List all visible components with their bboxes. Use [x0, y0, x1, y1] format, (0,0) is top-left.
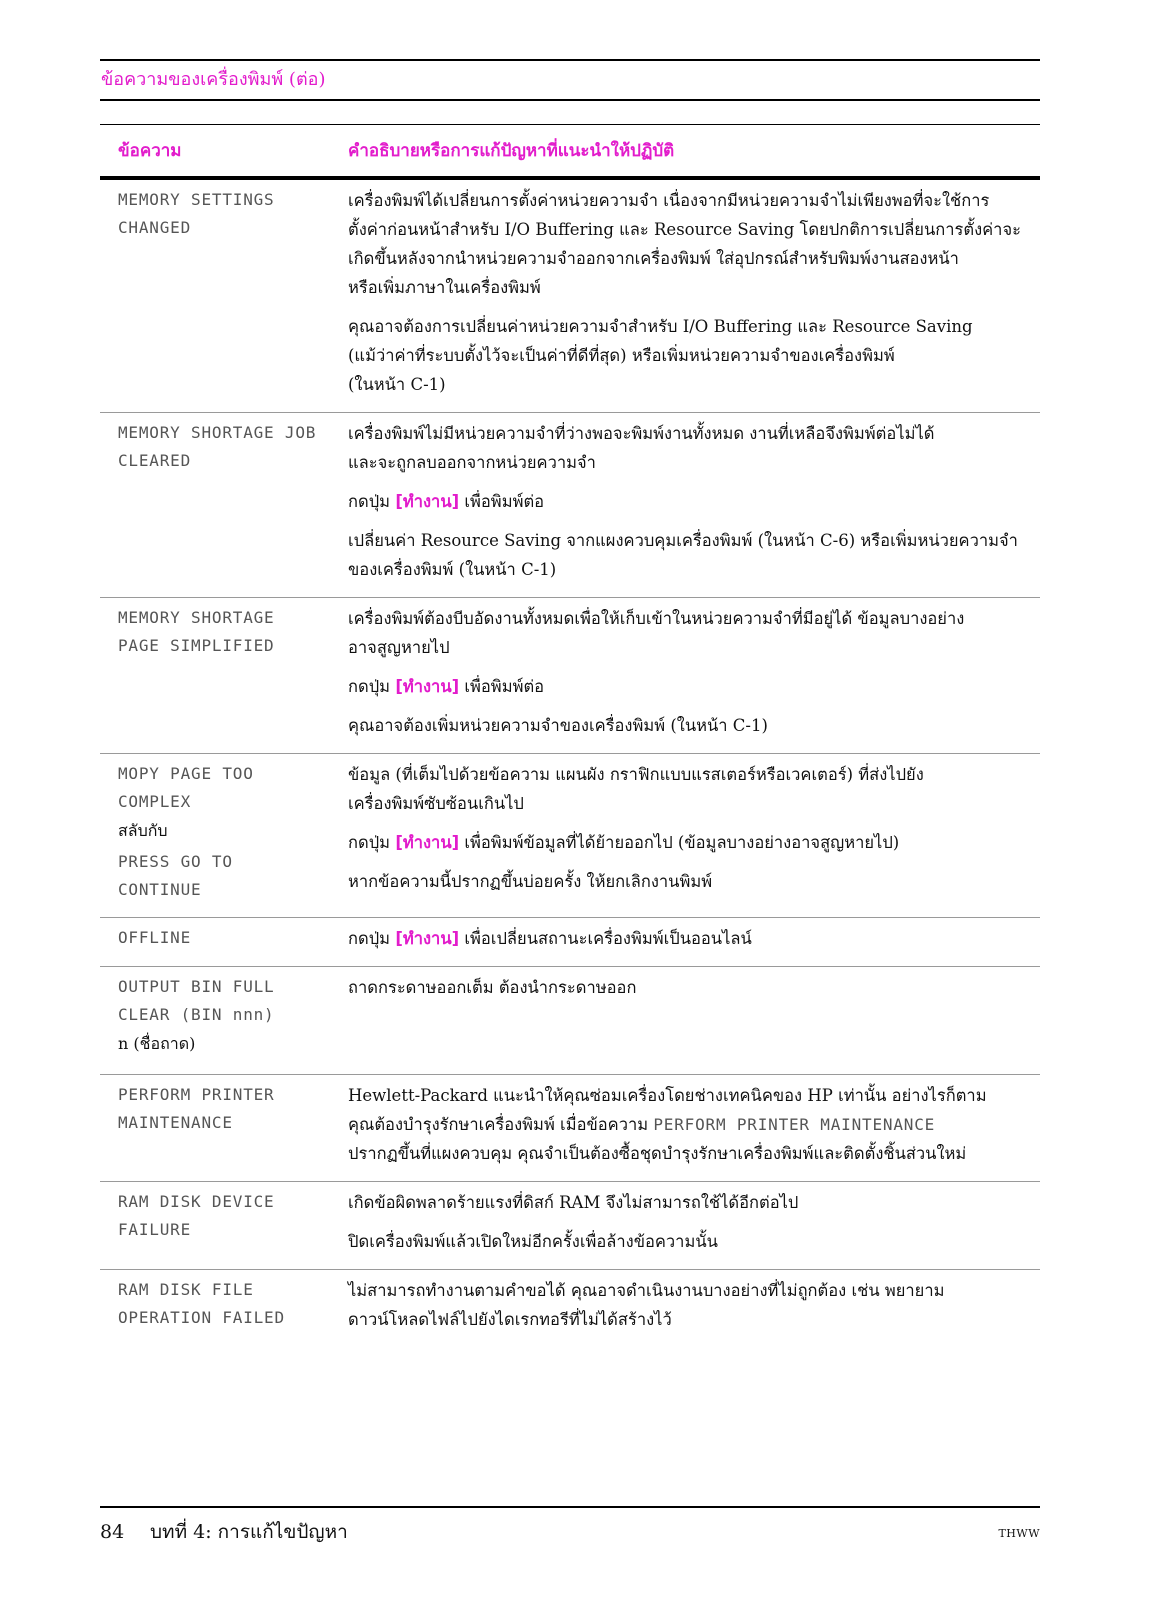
paragraph: [348, 973, 1040, 1002]
message-table: [100, 124, 1040, 1347]
message-description: [348, 1081, 1040, 1168]
paragraph: [348, 867, 1040, 896]
paragraph: [348, 312, 1040, 399]
message-line: CLEAR (BIN nnn): [118, 1005, 275, 1024]
description-line: ไม่สามารถทำงานตามคำขอได้ คุณอาจดำเนินงานบางอย่างที่ไม่ถูกต้อง เช่น พยายาม: [348, 1281, 945, 1300]
description-line: หากข้อความนี้ปรากฏขึ้นบ่อยครั้ง ให้ยกเลิกงานพิมพ์: [348, 872, 713, 891]
description-line: [348, 828, 1040, 857]
footer-rule: [100, 1506, 1040, 1508]
message-description: [348, 419, 1040, 584]
description-line: (ในหน้า C-1): [348, 375, 446, 394]
description-line: เกิดขึ้นหลังจากนำหน่วยความจำออกจากเครื่องพิมพ์ ใส่อุปกรณ์สำหรับพิมพ์งานสองหน้า: [348, 249, 959, 268]
description-line: ปรากฏขึ้นที่แผงควบคุม คุณจำเป็นต้องซื้อชุดบำรุงรักษาเครื่องพิมพ์และติดตั้งชิ้นส่วนใหม่: [348, 1144, 967, 1163]
message-line: CHANGED: [118, 218, 192, 237]
paragraph: [348, 924, 1040, 953]
paragraph: [348, 711, 1040, 740]
message-line: MOPY PAGE TOO: [118, 764, 254, 783]
go-key-label: [ทำงาน]: [395, 929, 460, 948]
message-line: FAILURE: [118, 1220, 192, 1239]
text-segment: คุณต้องบำรุงรักษาเครื่องพิมพ์ เมื่อข้อความ: [348, 1115, 654, 1134]
paragraph: [348, 1081, 1040, 1168]
description-line: เครื่องพิมพ์ซับซ้อนเกินไป: [348, 794, 524, 813]
description-line: เครื่องพิมพ์ต้องบีบอัดงานทั้งหมดเพื่อให้เก็บเข้าในหน่วยความจำที่มีอยู่ได้ ข้อมูลบางอย่าง: [348, 609, 965, 628]
message-description: [348, 1188, 1040, 1256]
message-code: [100, 973, 348, 1061]
message-code: [100, 924, 348, 953]
message-code: [100, 186, 348, 399]
header-rule: [100, 99, 1040, 101]
paragraph: [348, 672, 1040, 701]
description-line: ของเครื่องพิมพ์ (ในหน้า C-1): [348, 560, 557, 579]
description-line: คุณอาจต้องการเปลี่ยนค่าหน่วยความจำสำหรับ I/O Buffering และ Resource Saving: [348, 317, 973, 336]
paragraph: [348, 604, 1040, 662]
message-code: [100, 419, 348, 584]
row-memory-shortage-job-cleared: [100, 413, 1040, 598]
message-code: [100, 1188, 348, 1256]
paragraph: [348, 419, 1040, 477]
paragraph: [348, 1276, 1040, 1334]
message-line: MAINTENANCE: [118, 1113, 233, 1132]
inline-message-code: PERFORM PRINTER MAINTENANCE: [653, 1115, 936, 1134]
description-line: ปิดเครื่องพิมพ์แล้วเปิดใหม่อีกครั้งเพื่อล้างข้อความนั้น: [348, 1232, 718, 1251]
description-line: ถาดกระดาษออกเต็ม ต้องนำกระดาษออก: [348, 978, 637, 997]
text-segment: เพื่อพิมพ์ต่อ: [459, 677, 545, 696]
running-header-title: ข้อความของเครื่องพิมพ์ (ต่อ): [101, 69, 326, 90]
message-code: [100, 604, 348, 740]
go-key-label: [ทำงาน]: [395, 492, 460, 511]
message-line: RAM DISK DEVICE: [118, 1192, 275, 1211]
text-segment: กดปุ่ม: [348, 833, 396, 852]
description-line: ดาวน์โหลดไฟล์ไปยังไดเรกทอรีที่ไม่ได้สร้างไว้: [348, 1310, 672, 1329]
message-code: [100, 1276, 348, 1334]
description-line: อาจสูญหายไป: [348, 638, 450, 657]
message-description: [348, 604, 1040, 740]
paragraph: [348, 186, 1040, 302]
bin-name-note: n (ชื่อถาด): [118, 1034, 196, 1053]
row-mopy-page-too-complex: [100, 754, 1040, 918]
paragraph: [348, 526, 1040, 584]
description-line: (แม้ว่าค่าที่ระบบตั้งไว้จะเป็นค่าที่ดีที่สุด) หรือเพิ่มหน่วยความจำของเครื่องพิมพ์: [348, 346, 895, 365]
message-line: PAGE SIMPLIFIED: [118, 636, 275, 655]
message-line: MEMORY SETTINGS: [118, 190, 275, 209]
description-line: เปลี่ยนค่า Resource Saving จากแผงควบคุมเครื่องพิมพ์ (ในหน้า C-6) หรือเพิ่มหน่วยความจำ: [348, 531, 1018, 550]
message-line: PRESS GO TO: [118, 852, 233, 871]
text-segment: กดปุ่ม: [348, 929, 396, 948]
description-line: เครื่องพิมพ์ได้เปลี่ยนการตั้งค่าหน่วยความจำ เนื่องจากมีหน่วยความจำไม่เพียงพอที่จะใช้การ: [348, 191, 990, 210]
column-header-description: คำอธิบายหรือการแก้ปัญหาที่แนะนำให้ปฏิบัติ: [348, 141, 675, 161]
description-line: [348, 672, 1040, 701]
text-segment: กดปุ่ม: [348, 492, 396, 511]
message-line: RAM DISK FILE: [118, 1280, 254, 1299]
row-ram-disk-file-operation-failed: [100, 1270, 1040, 1347]
paragraph: [348, 1227, 1040, 1256]
message-code: [100, 760, 348, 904]
message-line: OPERATION FAILED: [118, 1308, 285, 1327]
description-line: เครื่องพิมพ์ไม่มีหน่วยความจำที่ว่างพอจะพิมพ์งานทั้งหมด งานที่เหลือจึงพิมพ์ต่อไม่ได้: [348, 424, 935, 443]
text-segment: เพื่อเปลี่ยนสถานะเครื่องพิมพ์เป็นออนไลน์: [459, 929, 752, 948]
message-description: [348, 973, 1040, 1061]
message-description: [348, 186, 1040, 399]
message-line: MEMORY SHORTAGE: [118, 608, 275, 627]
description-line: ข้อมูล (ที่เต็มไปด้วยข้อความ แผนผัง กราฟิกแบบแรสเตอร์หรือเวคเตอร์) ที่ส่งไปยัง: [348, 765, 924, 784]
message-line: PERFORM PRINTER: [118, 1085, 275, 1104]
go-key-label: [ทำงาน]: [395, 677, 460, 696]
paragraph: [348, 828, 1040, 857]
row-output-bin-full: [100, 967, 1040, 1075]
paragraph: [348, 1188, 1040, 1217]
message-line: OUTPUT BIN FULL: [118, 977, 275, 996]
top-rule: [100, 59, 1040, 61]
document-code: THWW: [998, 1527, 1040, 1540]
message-line: COMPLEX: [118, 792, 192, 811]
description-line: Hewlett-Packard แนะนำให้คุณซ่อมเครื่องโดยช่างเทคนิคของ HP เท่านั้น อย่างไรก็ตาม: [348, 1086, 987, 1105]
text-segment: เพื่อพิมพ์ข้อมูลที่ได้ย้ายออกไป (ข้อมูลบางอย่างอาจสูญหายไป): [459, 833, 900, 852]
row-offline: [100, 918, 1040, 967]
paragraph: [348, 487, 1040, 516]
row-ram-disk-device-failure: [100, 1182, 1040, 1270]
row-memory-shortage-page-simplified: [100, 598, 1040, 754]
description-line: [348, 1110, 1040, 1139]
description-line: ตั้งค่าก่อนหน้าสำหรับ I/O Buffering และ Resource Saving โดยปกติการเปลี่ยนการตั้งค่าจะ: [348, 220, 1021, 239]
message-code: [100, 1081, 348, 1168]
message-line: CLEARED: [118, 451, 192, 470]
table-header: [100, 124, 1040, 180]
text-segment: กดปุ่ม: [348, 677, 396, 696]
chapter-title: บทที่ 4: การแก้ไขปัญหา: [150, 1521, 348, 1543]
message-description: [348, 924, 1040, 953]
description-line: [348, 924, 1040, 953]
message-line: MEMORY SHORTAGE JOB: [118, 423, 317, 442]
go-key-label: [ทำงาน]: [395, 833, 460, 852]
page-number: 84: [100, 1521, 125, 1543]
description-line: หรือเพิ่มภาษาในเครื่องพิมพ์: [348, 278, 541, 297]
description-line: คุณอาจต้องเพิ่มหน่วยความจำของเครื่องพิมพ์ (ในหน้า C-1): [348, 716, 768, 735]
row-perform-printer-maintenance: [100, 1075, 1040, 1182]
alternates-with-label: สลับกับ: [118, 821, 168, 840]
description-line: และจะถูกลบออกจากหน่วยความจำ: [348, 453, 596, 472]
message-line: CONTINUE: [118, 880, 202, 899]
message-description: [348, 1276, 1040, 1334]
description-line: [348, 487, 1040, 516]
row-memory-settings-changed: [100, 180, 1040, 413]
description-line: เกิดข้อผิดพลาดร้ายแรงที่ดิสก์ RAM จึงไม่สามารถใช้ได้อีกต่อไป: [348, 1193, 799, 1212]
paragraph: [348, 760, 1040, 818]
message-description: [348, 760, 1040, 904]
column-header-message: ข้อความ: [118, 141, 182, 161]
message-line: OFFLINE: [118, 928, 192, 947]
text-segment: เพื่อพิมพ์ต่อ: [459, 492, 545, 511]
